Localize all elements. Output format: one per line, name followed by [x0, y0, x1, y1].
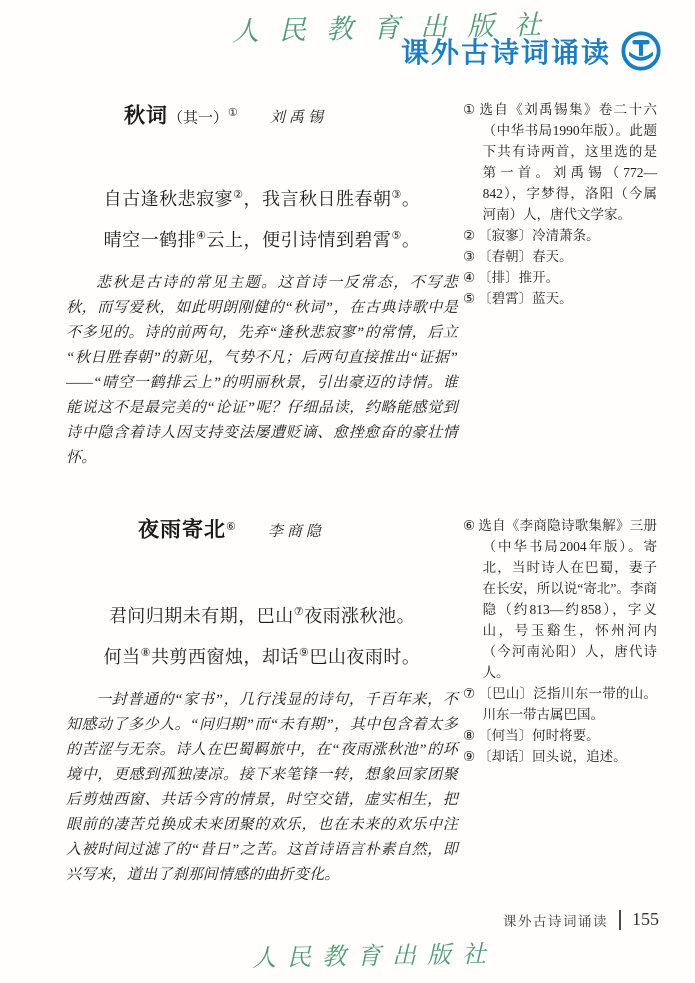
note-text: 选自《李商隐诗歌集解》三册（中华书局2004年版）。寄北，当时诗人在巴蜀，妻子在长安，所以说“寄北”。李商隐（约813—约858），字义山，号玉谿生，怀州河内（今河南沁阳）人，唐代诗人。 — [478, 518, 658, 680]
poem-text: 云上，便引诗情到碧霄 — [206, 230, 392, 250]
margin-note — [463, 288, 657, 309]
poem-text: 。 — [401, 230, 421, 250]
poem-commentary: 悲秋是古诗的常见主题。这首诗一反常态，不写悲秋，而写爱秋，如此明朗刚健的“秋词”，在古典诗歌中是不多见的。诗的前两句，先弃“逢秋悲寂寥”的常情，后立“秋日胜春朝”的新见，气势不凡；后两句直接推出“证据”——“晴空一鹤排云上”的明丽秋景，引出豪迈的诗情。谁能说这不是最完美的“论证”呢？仔细品读，约略能感觉到诗中隐含着诗人因支持变法屡遭贬谪、愈挫愈奋的豪壮情怀。 — [66, 275, 458, 466]
poem-author: 刘禹锡 — [269, 110, 327, 127]
note-text: 〔排〕推开。 — [478, 270, 560, 285]
margin-note — [463, 225, 657, 246]
margin-note — [463, 746, 657, 767]
poem-text: 晴空一鹤排 — [103, 230, 197, 250]
footer-section-label: 课外古诗词诵读 — [503, 913, 608, 929]
page-footer — [503, 909, 659, 930]
section-title: 课外古诗词诵读 — [400, 37, 611, 68]
poem-line — [66, 177, 458, 218]
poem-verse — [66, 177, 458, 259]
poem-line — [66, 218, 458, 259]
note-ref: ⑦ — [293, 606, 305, 618]
margin-note — [463, 725, 657, 746]
note-ref: ⑤ — [391, 230, 402, 242]
note-ref: ⑥ — [226, 521, 236, 533]
poem-title: 夜雨寄北 — [138, 517, 226, 542]
poem-text: 共剪西窗烛，却话 — [151, 647, 299, 667]
poem-title-row — [66, 513, 530, 546]
poem-text: ，我言秋日胜春朝 — [243, 189, 392, 209]
poem-verse — [66, 594, 458, 676]
publisher-watermark-top: 人民教育出版社 — [231, 9, 562, 48]
poem-text: 巴山夜雨时。 — [309, 647, 421, 667]
poem-title: 秋词 — [124, 103, 168, 128]
section-badge-icon — [620, 30, 662, 72]
poem-text: 。 — [401, 189, 421, 209]
note-number: ③ — [463, 249, 476, 264]
note-number: ② — [463, 228, 476, 243]
margin-note — [463, 267, 657, 288]
poem-text: 君问归期未有期，巴山 — [108, 606, 294, 626]
note-text: 选自《刘禹锡集》卷二十六（中华书局1990年版）。此题下共有诗两首，这里选的是第一首。刘禹锡（772—842），字梦得，洛阳（今属河南）人，唐代文学家。 — [479, 102, 657, 222]
poem-subtitle: （其一） — [168, 110, 229, 127]
note-number: ⑦ — [463, 686, 476, 701]
poem-text: 自古逢秋悲寂寥 — [103, 189, 234, 209]
margin-note — [463, 246, 657, 267]
note-ref: ② — [233, 189, 244, 201]
publisher-watermark-bottom: 人民教育出版社 — [251, 939, 498, 973]
note-number: ⑥ — [463, 518, 476, 533]
poem-text: 夜雨涨秋池。 — [304, 606, 416, 626]
poem-line — [66, 594, 458, 635]
note-ref: ⑨ — [299, 647, 310, 659]
margin-notes-block — [463, 99, 657, 309]
note-ref: ⑧ — [140, 647, 151, 659]
note-text: 〔春朝〕春天。 — [478, 249, 573, 264]
note-number: ⑧ — [463, 728, 476, 743]
note-ref: ③ — [391, 189, 402, 201]
margin-note — [463, 99, 657, 225]
footer-divider — [619, 910, 621, 930]
note-ref: ④ — [196, 230, 207, 242]
note-text: 〔何当〕何时将要。 — [478, 728, 600, 743]
note-text: 〔却话〕回头说，追述。 — [478, 749, 627, 764]
margin-note — [463, 515, 657, 683]
poem-text: 何当 — [103, 647, 141, 667]
note-number: ⑨ — [463, 749, 476, 764]
poem-title-row — [66, 99, 516, 132]
page-header — [401, 30, 662, 72]
poem-author: 李商隐 — [267, 524, 325, 541]
note-ref: ① — [228, 107, 238, 119]
page-number: 155 — [632, 909, 659, 929]
note-number: ④ — [463, 270, 476, 285]
note-text: 〔寂寥〕冷清萧条。 — [478, 228, 600, 243]
poem-commentary: 一封普通的“家书”，几行浅显的诗句，千百年来，不知感动了多少人。“问归期”而“未有期”，其中包含着太多的苦涩与无奈。诗人在巴蜀羁旅中，在“夜雨涨秋池”的环境中，更感到孤独凄凉。接下来笔锋一转，想象回家团聚后剪烛西窗、共话今宵的情景，时空交错，虚实相生，把眼前的凄苦兑换成未来团聚的欢乐，也在未来的欢乐中注入被时间过滤了的“昔日”之苦。这首诗语言朴素自然，即兴写来，道出了刹那间情感的曲折变化。 — [66, 692, 458, 883]
note-number: ⑤ — [463, 291, 476, 306]
poem-line — [66, 635, 458, 676]
note-number: ① — [463, 102, 477, 117]
note-text: 〔巴山〕泛指川东一带的山。川东一带古属巴国。 — [478, 686, 658, 722]
margin-note — [463, 683, 657, 725]
margin-notes-block — [463, 515, 657, 767]
note-text: 〔碧霄〕蓝天。 — [478, 291, 573, 306]
